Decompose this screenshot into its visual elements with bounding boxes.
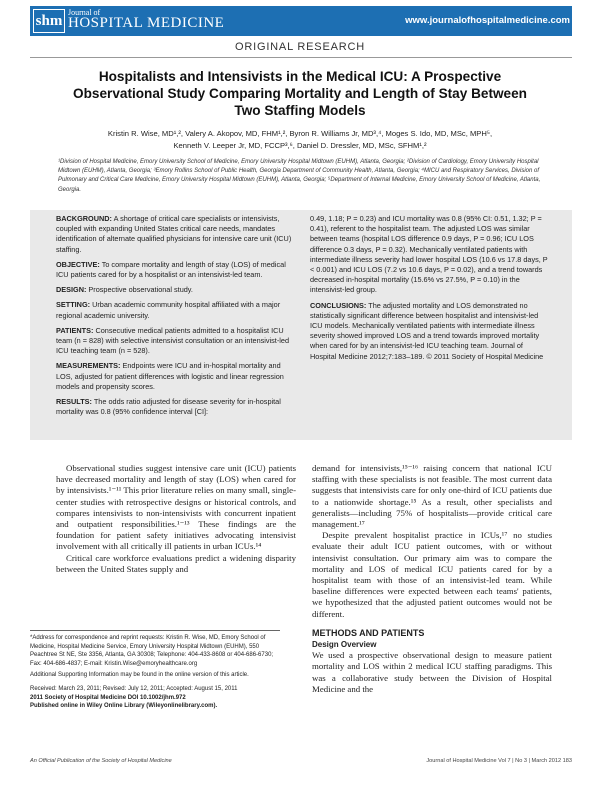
abstract-left-paragraph xyxy=(56,300,295,320)
abstract-label: OBJECTIVE: xyxy=(56,259,100,269)
abstract-text: Consecutive medical patients admitted to a hospitalist ICU team (n = 828) with selective intensivist consultation or an intensivist-led ICU teaching team (n = 528). xyxy=(56,325,290,356)
section-label: ORIGINAL RESEARCH xyxy=(235,41,365,53)
abstract-label: SETTING: xyxy=(56,300,91,310)
correspondence-block xyxy=(30,634,280,711)
abstract-text: The adjusted mortality and LOS demonstrated no statistically significant difference between hospitalist and intensivist-led ICU models. Mechanically ventilated patients with intermediate illness severity showed improved LOS and a trend towards improved mortality when cared for by an intensivist-led ICU teaching team. Journal of Hospital Medicine 2012;7:183–189. © 2011 Society of Hospital Medicine xyxy=(310,300,544,361)
abstract-left-paragraph xyxy=(56,285,295,295)
copyright-doi: 2011 Society of Hospital Medicine DOI 10.1002/jhm.972 xyxy=(30,694,186,701)
footer-publisher: An Official Publication of the Society of Hospital Medicine xyxy=(30,758,172,764)
section-rule xyxy=(30,57,572,58)
abstract-left-paragraph xyxy=(56,397,295,417)
abstract-label: DESIGN: xyxy=(56,285,87,295)
abstract-text: 0.49, 1.18; P = 0.23) and ICU mortality was 0.8 (95% CI: 0.51, 1.32; P = 0.41), referent to the hospitalist team. The adjusted LOS was similar between teams (hospital LOS difference 0.9 days, P = 0.96; ICU LOS difference 0.3 days, P = 0.32). Mechanically ventilated patients with intermediate illness severity had lower hospital LOS (10.6 vs 17.8 days, P < 0.001) and ICU LOS (7.2 vs 10.6 days, P = 0.02), and a trend towards decreased in-hospital mortality (15.6% vs 27.5%, P = 0.10) in the intensivist-led group. xyxy=(310,214,548,295)
journal-name: HOSPITAL MEDICINE xyxy=(68,15,225,31)
body-right-column xyxy=(312,463,552,695)
abstract-label: CONCLUSIONS: xyxy=(310,300,367,310)
author-line-1: Kristin R. Wise, MD¹,², Valery A. Akopov, MD, FHM¹,², Byron R. Williams Jr, MD³,⁴, Moges S. Ido, MD, MSc, MPH⁵, xyxy=(107,129,493,138)
published-online: Published online in Wiley Online Library (Wileyonlinelibrary.com). xyxy=(30,703,218,710)
body-left-column xyxy=(56,463,296,575)
abstract-text: Endpoints were ICU and in-hospital mortality and LOS, adjusted for patient differences with logistic and linear regression models and propensity scores. xyxy=(56,361,284,391)
abstract-text: A shortage of critical care specialists or intensivists, coupled with expanding United States critical care needs, mandates identification of alternate qualified physicians for intensive care unit (ICU) staffing. xyxy=(56,214,292,254)
shm-logo: shm xyxy=(33,9,65,33)
affiliations: ¹Division of Hospital Medicine, Emory University School of Medicine, Emory University Hospital Midtown (EUHM), Atlanta, Georgia; ²Division of Cardiology, Emory University Hospital Midtown (EUHM), Atlanta, Georgia; ³Emory Rollins School of Public Health, Georgia Department of Community Health, Atlanta, Georgia; ⁴MICU and Respiratory Services, Division of Pulmonary and Critical Care Medicine, Emory University Hospital Midtown (EUHM), Atlanta, Georgia; ⁵Department of Internal Medicine, Emory University School of Medicine, Atlanta, Georgia. xyxy=(58,159,541,193)
abstract-text: Prospective observational study. xyxy=(86,285,193,295)
footer-journal-info: Journal of Hospital Medicine Vol 7 | No 3 | March 2012 183 xyxy=(426,758,572,764)
supporting-info-note: Additional Supporting Information may be found in the online version of this article. xyxy=(30,672,249,679)
abstract-text: The odds ratio adjusted for disease severity for in-hospital mortality was 0.8 (95% confidence interval [CI]: xyxy=(56,397,281,417)
abstract-left-paragraph xyxy=(56,260,295,280)
intro-paragraph-2: Critical care workforce evaluations predict a widening disparity between the United States supply and xyxy=(56,552,296,574)
correspondence-rule xyxy=(30,630,280,631)
abstract-label: BACKGROUND: xyxy=(56,214,112,223)
received-dates: Received: March 23, 2011; Revised: July 12, 2011; Accepted: August 15, 2011 xyxy=(30,685,238,692)
article-title: Hospitalists and Intensivists in the Medical ICU: A Prospective Observational Study Comparing Mortality and Length of Stay Between Two Staffing Models xyxy=(73,69,527,118)
abstract-label: PATIENTS: xyxy=(56,325,94,335)
correspondence-address: *Address for correspondence and reprint requests: Kristin R. Wise, MD, Emory School of Medicine, Hospital Medicine Service, Emory University Hospital Midtown (EUHM), 550 Peachtree St NE, Ste 3356, Atlanta, GA 30308; Telephone: 404-433-8608 or 404-686-6730; Fax: 404-686-4837; E-mail: Kristin.Wise@emoryhealthcare.org xyxy=(30,635,274,667)
author-list xyxy=(55,128,545,152)
abstract-label: RESULTS: xyxy=(56,397,92,407)
abstract-left-paragraph xyxy=(56,361,295,392)
journal-url-link[interactable]: www.journalofhospitalmedicine.com xyxy=(405,15,570,26)
abstract-right-paragraph xyxy=(310,301,550,362)
design-overview-subheading: Design Overview xyxy=(312,640,377,650)
abstract-left-column xyxy=(56,214,295,422)
abstract-text: To compare mortality and length of stay (LOS) of medical ICU patients cared for by a hospitalist or an intensivist-led team. xyxy=(56,259,286,280)
intro-paragraph-3: demand for intensivists,¹⁵⁻¹⁶ raising concern that national ICU staffing with these specialists is not feasible. The most current data suggests that intensivists care for only one-third of ICU patients due to a nationwide shortage.¹⁵ As a result, other specialists and generalists—including 75% of hospitalists—provide critical care management.¹⁷ xyxy=(312,463,552,530)
abstract-right-column xyxy=(310,214,550,367)
methods-heading: METHODS AND PATIENTS xyxy=(312,627,425,638)
abstract-text: Urban academic community hospital affiliated with a major regional academic university. xyxy=(56,300,281,320)
methods-paragraph: We used a prospective observational design to measure patient mortality and LOS within 2 medical ICU staffing paradigms. This was a collaborative study between the Division of Hospital Medicine and the xyxy=(312,650,552,694)
abstract-left-paragraph xyxy=(56,326,295,357)
abstract-label: MEASUREMENTS: xyxy=(56,361,121,371)
intro-paragraph-1: Observational studies suggest intensive care unit (ICU) patients have decreased mortality and length of stay (LOS) when cared for by intensivists.¹⁻¹¹ This prior literature relies on many small, single-center studies with retrospective designs or historical controls, and compares intensivists to non-intensivists with concurrent inpatient and outpatient responsibilities.¹⁻¹³ These findings are the foundation for patient safety initiatives advocating intensivist involvement with all critically ill patients in urban ICUs.¹⁴ xyxy=(56,463,296,552)
abstract-left-paragraph xyxy=(56,214,295,255)
journal-small-label: Journal of xyxy=(68,8,101,17)
author-line-2: Kenneth V. Leeper Jr, MD, FCCP³,⁶, Daniel D. Dressler, MD, MSc, SFHM¹,² xyxy=(173,141,427,150)
intro-paragraph-4: Despite prevalent hospitalist practice in ICUs,¹⁷ no studies evaluate their adult ICU patient outcomes, with or without intensivist consultation. Our primary aim was to compare the mortality and LOS of medical ICU patients cared for by a hospitalist team with those of an intensivist-led team. While baseline differences were expected between each teams' patients, we hypothesized that the adjusted patient outcomes would not be different. xyxy=(312,530,552,619)
abstract-right-paragraph xyxy=(310,214,550,296)
